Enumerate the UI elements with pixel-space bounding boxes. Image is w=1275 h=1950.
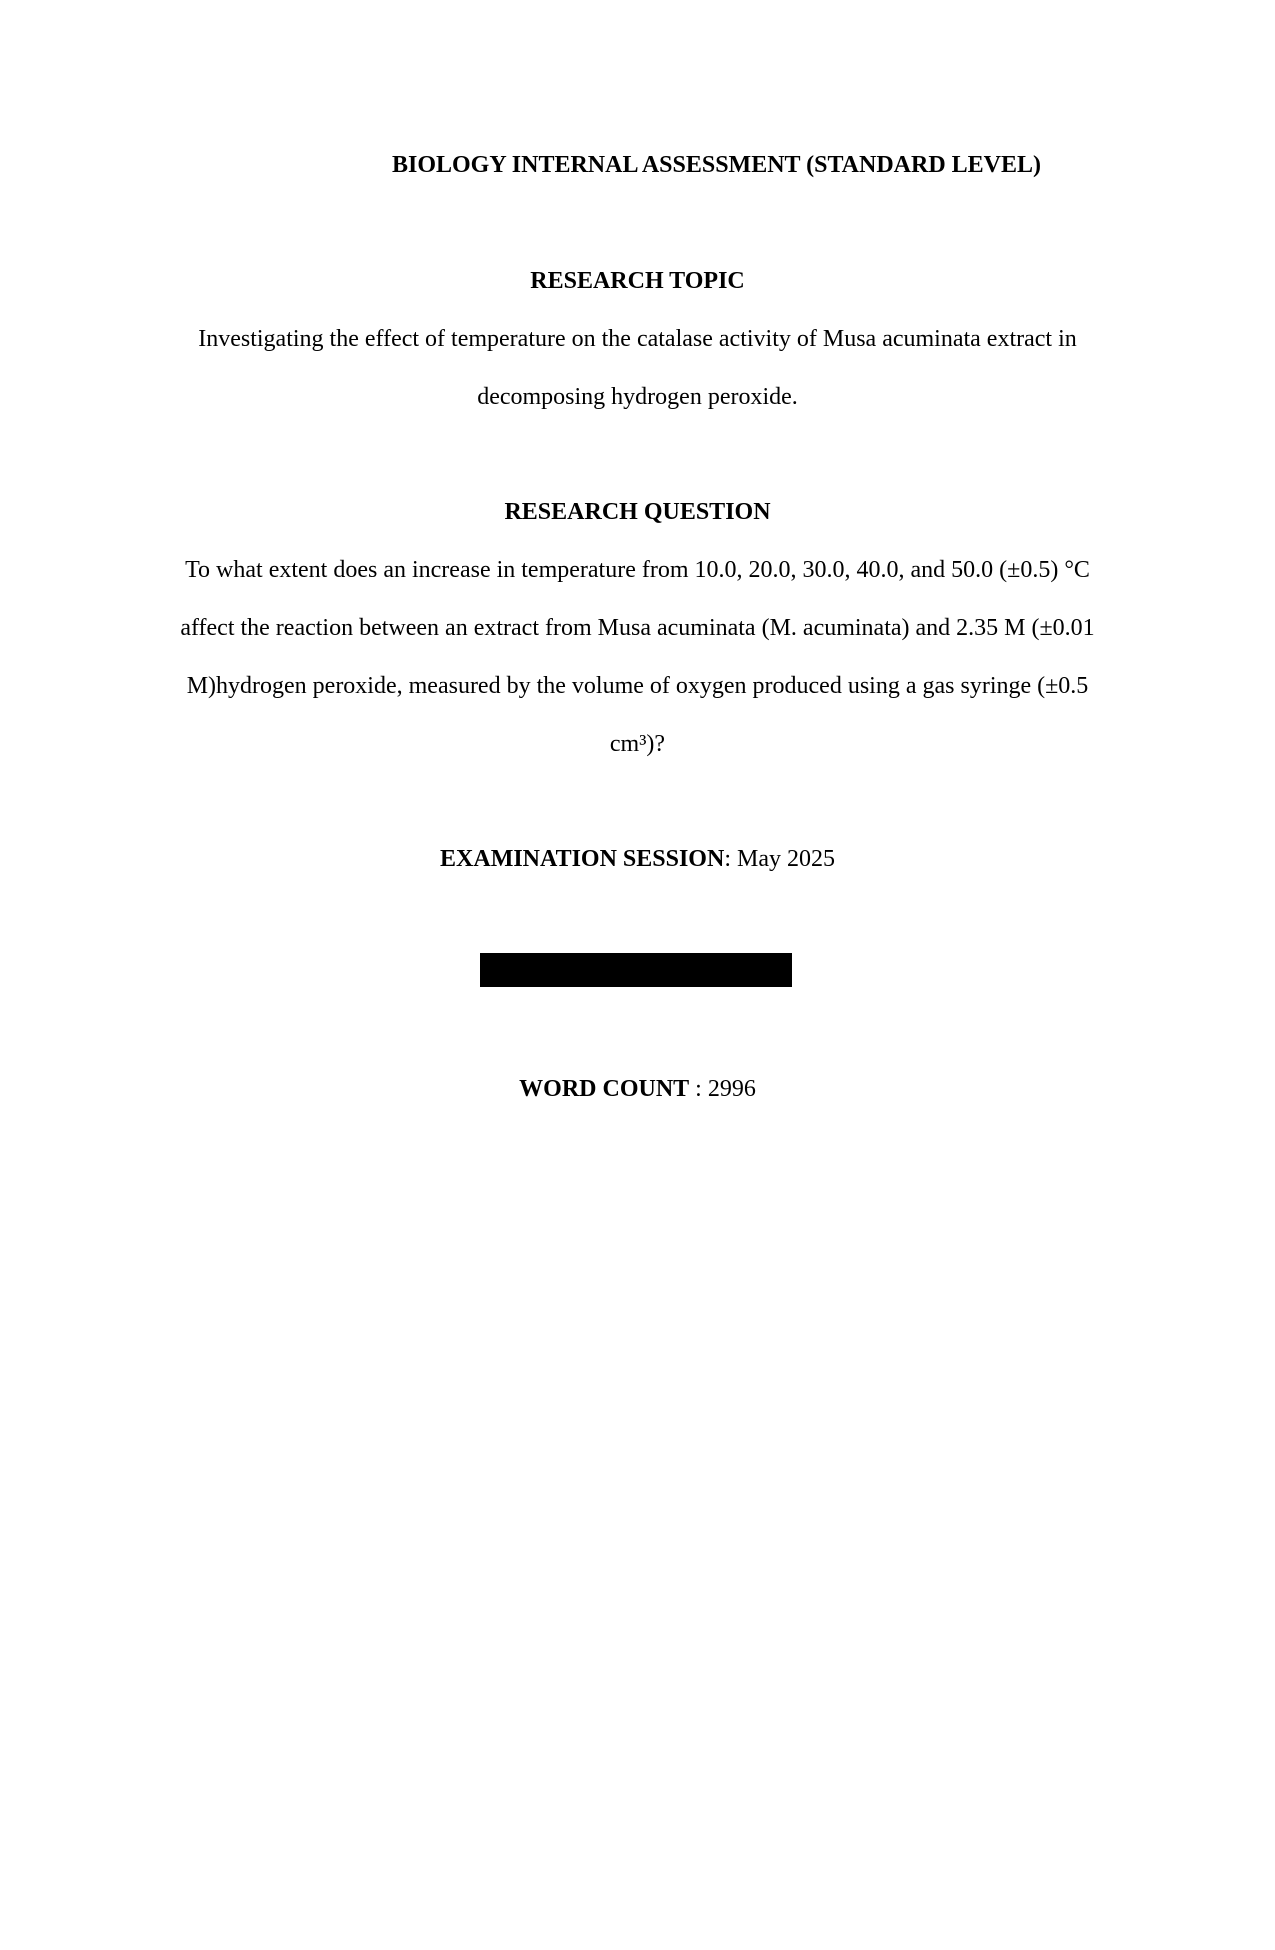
- examination-session-separator: :: [724, 846, 737, 872]
- research-topic-line-1: Investigating the effect of temperature on the catalase activity of Musa acuminata extract in: [198, 326, 1077, 352]
- research-question-heading: RESEARCH QUESTION: [504, 499, 771, 525]
- redaction-bar: [480, 953, 792, 987]
- research-question-line-4: cm³)?: [609, 731, 666, 757]
- research-question-line-3: M)hydrogen peroxide, measured by the volume of oxygen produced using a gas syringe (±0.5: [186, 673, 1089, 699]
- examination-session-label: EXAMINATION SESSION: [440, 846, 725, 872]
- research-topic-heading: RESEARCH TOPIC: [530, 268, 745, 294]
- research-topic-line-2: decomposing hydrogen peroxide.: [477, 384, 798, 410]
- document-title: BIOLOGY INTERNAL ASSESSMENT (STANDARD LEVEL): [391, 152, 1042, 178]
- examination-session-value: May 2025: [736, 846, 835, 872]
- research-question-line-2: affect the reaction between an extract from Musa acuminata (M. acuminata) and 2.35 M (±0.01: [180, 615, 1095, 641]
- word-count: [0, 1074, 1275, 1104]
- word-count-label: WORD COUNT: [519, 1076, 690, 1102]
- research-question-line-1: To what extent does an increase in temperature from 10.0, 20.0, 30.0, 40.0, and 50.0 (±0.5) °C: [185, 557, 1090, 583]
- examination-session: [0, 844, 1275, 874]
- word-count-value: 2996: [707, 1076, 756, 1102]
- word-count-separator: :: [689, 1076, 708, 1102]
